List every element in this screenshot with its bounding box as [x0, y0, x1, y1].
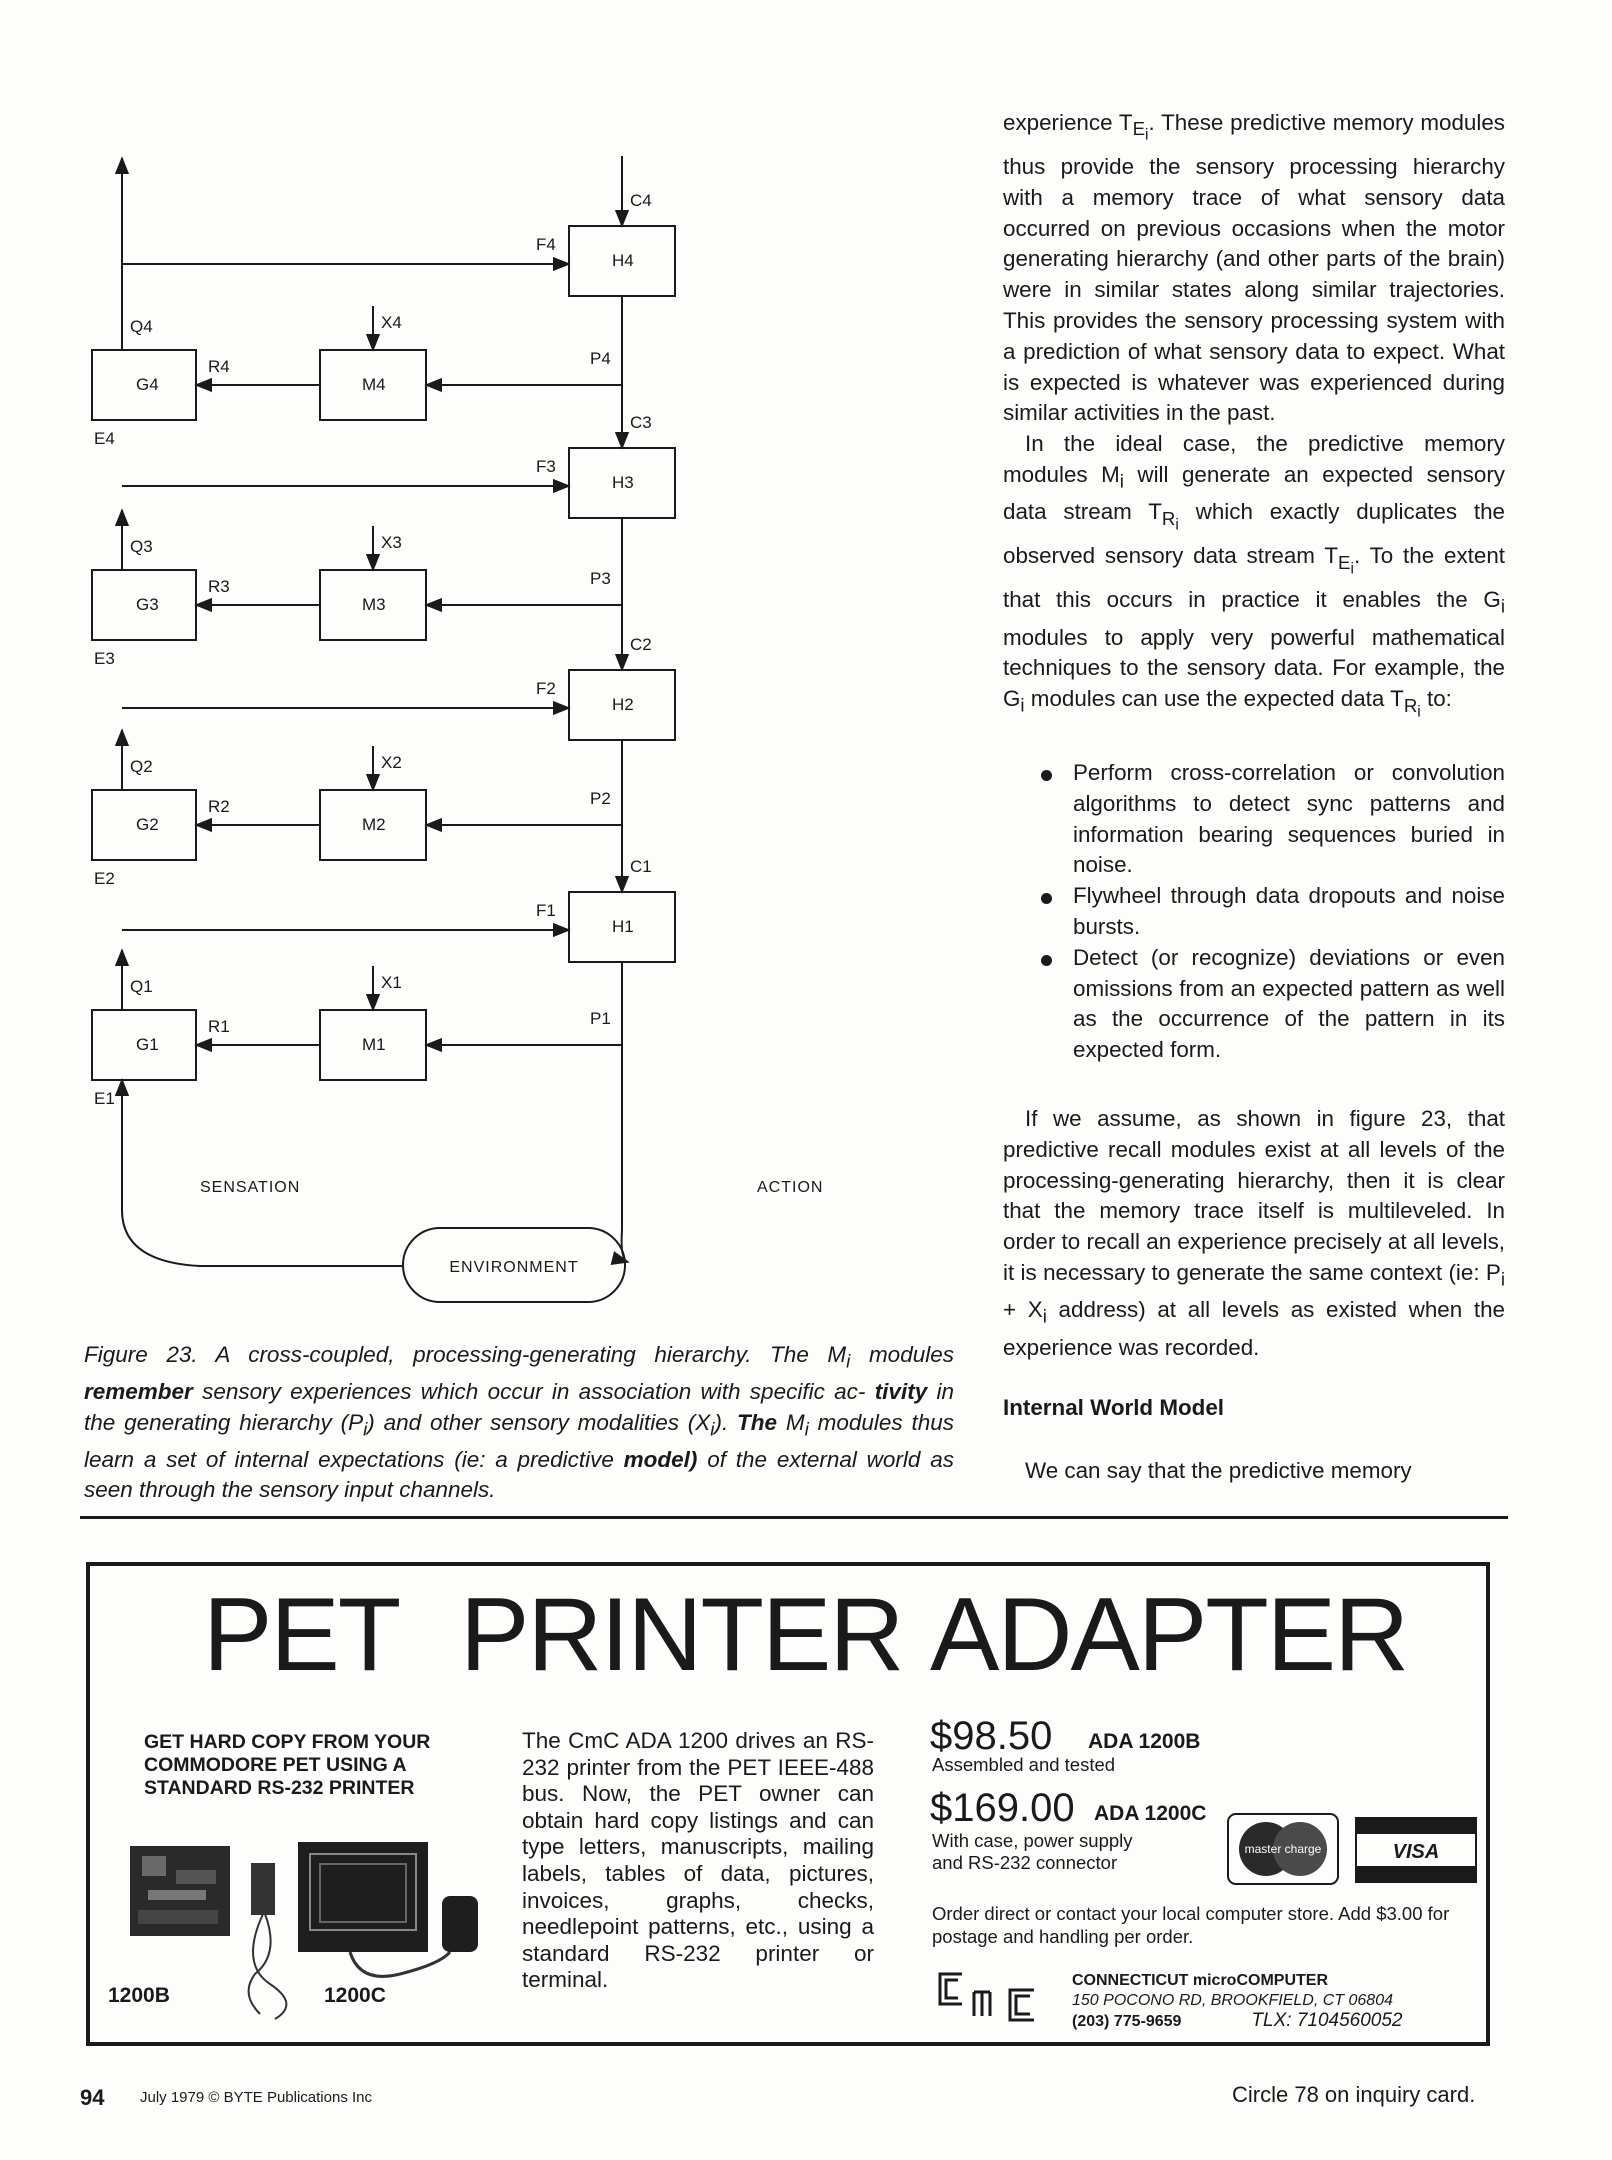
p-label: P2: [590, 789, 611, 808]
g-module-label: G3: [136, 595, 159, 614]
bullet-list: [1003, 758, 1505, 1066]
cable-image: [249, 1864, 287, 2019]
company-contact: (203) 775-9659 TLX: 7104560052: [1072, 2010, 1403, 2031]
svg-text:VISA: VISA: [1392, 1841, 1440, 1863]
c-label: C3: [630, 413, 652, 432]
case-1200c-image: [298, 1842, 478, 1976]
h-module-label: H2: [612, 695, 634, 714]
f-label: F4: [536, 235, 556, 254]
p-line: [426, 962, 622, 1045]
visa-logo: [1356, 1818, 1476, 1882]
paragraph-4: We can say that the predictive memory: [1025, 1458, 1412, 1484]
product-photo: [120, 1824, 500, 2024]
c-label: C1: [630, 857, 652, 876]
f-label: F1: [536, 901, 556, 920]
x-label: X1: [381, 973, 402, 992]
hierarchy-svg: [80, 150, 960, 1320]
sensation-label: SENSATION: [200, 1179, 301, 1196]
advertisement: [86, 1562, 1490, 2046]
e-label: E1: [94, 1089, 115, 1108]
inquiry-card-note: Circle 78 on inquiry card.: [1232, 2082, 1476, 2107]
p-label: P4: [590, 349, 611, 368]
action-label: ACTION: [757, 1179, 824, 1196]
ad-title-word: PET: [203, 1577, 400, 1693]
p-line: [426, 518, 622, 605]
p-line: [426, 740, 622, 825]
q-label: Q4: [130, 317, 153, 336]
p-line: [426, 296, 622, 385]
m-module-label: M1: [362, 1035, 386, 1054]
h-module-label: H1: [612, 917, 634, 936]
m-module-label: M4: [362, 375, 386, 394]
board-1200b-image: [130, 1846, 230, 1936]
payment-logos: [1226, 1812, 1486, 1888]
g-module-label: G4: [136, 375, 159, 394]
price-1200b: $98.50: [930, 1714, 1053, 1758]
bullet-dot: [1041, 955, 1052, 966]
cmc-logo: [932, 1966, 1058, 2026]
x-label: X2: [381, 753, 402, 772]
mastercharge-logo: [1228, 1814, 1338, 1884]
price-1200c: $169.00: [930, 1786, 1075, 1830]
company-address: [1072, 1971, 1403, 2032]
company-name: CONNECTICUT microCOMPUTER: [1072, 1972, 1329, 1989]
paragraph-3: If we assume, as shown in figure 23, that predictive recall modules exist at all levels of the processing-generating hierarchy, then it is clear that the memory trace itself is multileveled. In order to recall an experience precisely at all levels, it is necessary to generate the same context (ie: $P_i + X_i$ address) at all levels as existed when the experience was recorded.: [1003, 1106, 1505, 1360]
bullet-item: Detect (or recognize) deviations or even omissions from an expected pattern as well as the occurrence of the pattern in its expected form.: [1003, 943, 1505, 1066]
h-module-label: H3: [612, 473, 634, 492]
bullet-item: Flywheel through data dropouts and noise bursts.: [1003, 881, 1505, 943]
x-label: X3: [381, 533, 402, 552]
figure-23-diagram: [80, 150, 960, 1320]
sensation-line: [122, 1080, 403, 1266]
label-1200b: 1200B: [108, 1984, 170, 2007]
model-1200c: ADA 1200C: [1094, 1802, 1207, 1825]
e-label: E2: [94, 869, 115, 888]
svg-text:master charge: master charge: [1244, 1842, 1322, 1856]
environment-label: ENVIRONMENT: [449, 1259, 579, 1276]
action-line: [622, 962, 628, 1262]
model-1200b: ADA 1200B: [1088, 1730, 1201, 1753]
r-label: R2: [208, 797, 230, 816]
page-number: 94: [80, 2085, 105, 2110]
ad-title-word: ADAPTER: [930, 1577, 1408, 1693]
g-module-label: G1: [136, 1035, 159, 1054]
paragraph-1: experience $T_{E_i}$. These predictive memory modules thus provide the sensory processing hierarchy with a memory trace of what sensory data occurred on previous occasions when the motor generating hierarchy (and other parts of the brain) were in similar states along similar trajectories. This provides the sensory processing system with a prediction of what sensory data to expect. What is expected is whatever was experienced during similar activities in the past.: [1003, 110, 1506, 426]
p-label: P3: [590, 569, 611, 588]
ad-hook: GET HARD COPY FROM YOUR COMMODORE PET USING A STANDARD RS-232 PRINTER: [144, 1731, 431, 1799]
ad-title-word: PRINTER: [460, 1577, 903, 1693]
q-label: Q1: [130, 977, 153, 996]
r-label: R4: [208, 357, 230, 376]
m-module-label: M2: [362, 815, 386, 834]
e-label: E4: [94, 429, 115, 448]
bullet-dot: [1041, 893, 1052, 904]
desc-1200b: Assembled and tested: [932, 1754, 1116, 1775]
r-label: R3: [208, 577, 230, 596]
article-column: [1003, 108, 1505, 1487]
bullet-item: Perform cross-correlation or convolution algorithms to detect sync patterns and information bearing sequences buried in noise.: [1003, 758, 1505, 881]
p-label: P1: [590, 1009, 611, 1028]
label-1200c: 1200C: [324, 1984, 386, 2007]
figure-caption: Figure 23. A cross-coupled, processing-generating hierarchy. The $M_i$ modules remember sensory experiences which occur in association with specific ac- tivity in the generating hierarchy $(P_i)$ and other sensory modalities $(X_i)$. The $M_i$ modules thus learn a set of internal expectations (ie: a predictive model) of the external world as seen through the sensory input channels.: [84, 1342, 955, 1502]
order-text: Order direct or contact your local computer store. Add $3.00 for postage and handling per order.: [932, 1903, 1450, 1947]
f-label: F3: [536, 457, 556, 476]
publication-date: July 1979 © BYTE Publications Inc: [140, 2089, 373, 2106]
bullet-dot: [1041, 770, 1052, 781]
q-label: Q2: [130, 757, 153, 776]
company-street: 150 POCONO RD, BROOKFIELD, CT 06804: [1072, 1992, 1393, 2009]
section-heading: Internal World Model: [1003, 1395, 1225, 1421]
desc-1200c-line1: With case, power supply: [932, 1830, 1133, 1851]
h-module-label: H4: [612, 251, 634, 270]
f-label: F2: [536, 679, 556, 698]
c-label: C4: [630, 191, 652, 210]
m-module-label: M3: [362, 595, 386, 614]
c-label: C2: [630, 635, 652, 654]
q-label: Q3: [130, 537, 153, 556]
g-module-label: G2: [136, 815, 159, 834]
e-label: E3: [94, 649, 115, 668]
paragraph-2: In the ideal case, the predictive memory modules $M_i$ will generate an expected sensory data stream $T_{R_i}$ which exactly duplicates the observed sensory data stream $T_{E_i}$. To the extent that this occurs in practice it enables the $G_i$ modules to apply very powerful mathematical techniques to the sensory data. For example, the $G_i$ modules can use the expected data $T_{R_i}$ to:: [1003, 431, 1505, 721]
x-label: X4: [381, 313, 402, 332]
divider-rule: [80, 1516, 1508, 1519]
desc-1200c-line2: and RS-232 connector: [932, 1852, 1118, 1873]
r-label: R1: [208, 1017, 230, 1036]
ad-body-text: The CmC ADA 1200 drives an RS-232 printer from the PET IEEE-488 bus. Now, the PET owner can obtain hard copy listings and can type letters, manuscripts, mailing labels, tables of data, pictures, invoices, graphs, checks, needlepoint patterns, etc., using a standard RS-232 printer or terminal.: [522, 1728, 874, 1993]
